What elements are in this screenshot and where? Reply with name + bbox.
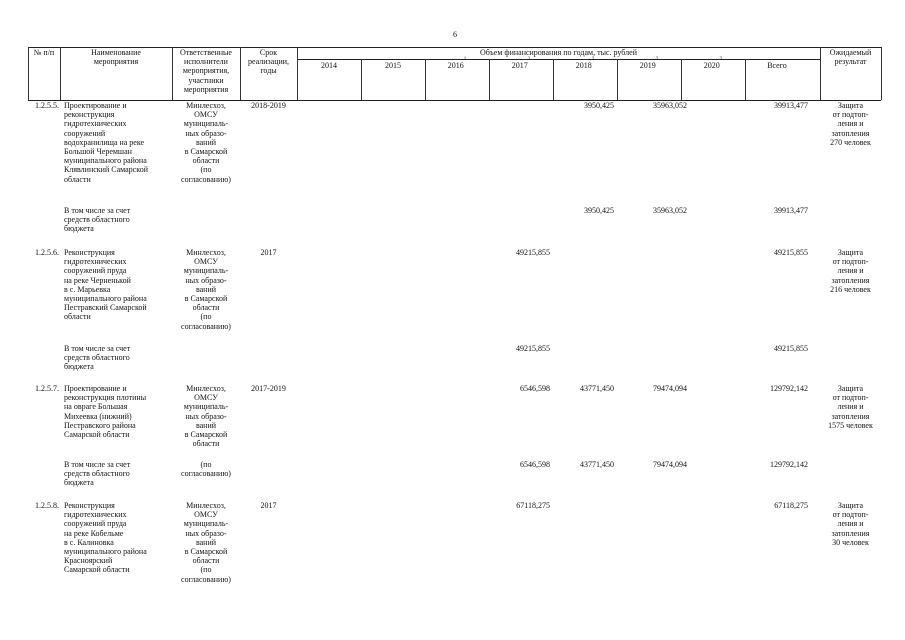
row-responsible: согласованию)	[181, 321, 231, 331]
row-number: 1.2.5.7.	[35, 384, 59, 393]
row-responsible: (по	[200, 565, 212, 575]
row-result: затопления	[831, 411, 870, 421]
row-responsible: (по	[200, 312, 212, 322]
row-responsible: Минлесхоз,	[186, 384, 226, 393]
row-name: на реке Кобельме	[64, 528, 124, 538]
header-result: результат	[834, 57, 867, 67]
page-number: 6	[453, 30, 457, 39]
row-name: сооружений пруда	[64, 266, 127, 276]
row-result: затопления	[831, 528, 870, 538]
row-term: 2017-2019	[251, 384, 286, 393]
header-column-divider	[881, 47, 882, 100]
row-responsible: ных образо-	[185, 411, 227, 421]
row-responsible: ных образо-	[185, 275, 227, 285]
row-result: ления и	[837, 402, 864, 412]
row-value-total: 67118,275	[774, 501, 808, 510]
row-responsible: области	[192, 156, 220, 166]
row-term: 2018-2019	[251, 101, 286, 110]
subrow-value-2018: 43771,450	[580, 460, 614, 469]
row-term: 2017	[260, 248, 277, 257]
row-result: ления и	[837, 266, 864, 276]
row-value-total: 129792,142	[770, 384, 808, 393]
row-value-2019: 79474,094	[653, 384, 687, 393]
row-value-2019: 35963,052	[653, 101, 687, 110]
subrow-label: бюджета	[64, 224, 94, 234]
row-name: Пестравский Самарской	[64, 303, 147, 313]
row-number: 1.2.5.5.	[35, 101, 59, 110]
header-year: 2018$^2$	[575, 57, 595, 70]
row-value-2017: 6546,598	[520, 384, 550, 393]
subrow-label: В том числе за счет	[64, 344, 131, 353]
header-year: 2019$^2$	[639, 57, 659, 70]
subrow-label: бюджета	[64, 478, 94, 488]
row-responsible: Минлесхоз,	[186, 501, 226, 510]
row-result: 30 человек	[832, 537, 869, 547]
subrow-label: В том числе за счет	[64, 206, 131, 215]
row-name: Красноярский	[64, 556, 113, 566]
header-responsible: мероприятия,	[182, 66, 230, 76]
subrow-value-2017: 6546,598	[520, 460, 550, 469]
header-funding-title: Объем финансирования по годам, тыс. рублей	[480, 48, 637, 57]
row-responsible: в Самарской	[184, 547, 228, 556]
row-name: Михеевка (нижний)	[64, 411, 132, 421]
subrow-value-2019: 35963,052	[653, 206, 687, 215]
row-responsible: ваний	[195, 420, 217, 430]
header-term: годы	[260, 66, 277, 76]
row-value-2018: 43771,450	[580, 384, 614, 393]
row-name: Большой Черемшан	[64, 147, 132, 156]
row-result: 216 человек	[830, 284, 871, 294]
row-responsible: ОМСУ	[194, 510, 218, 520]
row-result: затопления	[831, 275, 870, 285]
header-term: Срок	[259, 48, 278, 57]
row-name: муниципального района	[64, 294, 147, 303]
row-name: на овраге Большая	[64, 402, 128, 412]
subrow-value-total: 49215,855	[774, 344, 808, 353]
row-responsible: Минлесхоз,	[186, 101, 226, 110]
footnote-mark: 1	[463, 57, 467, 62]
row-responsible: области	[192, 439, 220, 449]
row-responsible: области	[192, 556, 220, 566]
row-number: 1.2.5.8.	[35, 501, 59, 510]
row-result: 270 человек	[830, 137, 871, 147]
subrow-label: средств областного	[64, 353, 130, 363]
subrow-value-2018: 3950,425	[584, 206, 614, 215]
footnote-mark: 2	[719, 57, 723, 62]
row-responsible: ОМСУ	[194, 110, 218, 120]
row-name: реконструкция плотины	[64, 393, 147, 403]
row-value-2017: 49215,855	[516, 248, 550, 257]
row-name: муниципального района	[64, 156, 147, 166]
row-result: ления и	[837, 119, 864, 129]
row-responsible: ных образо-	[185, 528, 227, 538]
header-responsible: исполнители	[184, 57, 228, 67]
row-name: Пестравского района	[64, 420, 136, 430]
header-number: № п/п	[33, 48, 55, 57]
subrow-label: средств областного	[64, 469, 130, 479]
subrow-value-total: 129792,142	[770, 460, 808, 469]
header-year: 2014	[321, 61, 337, 70]
row-name: гидротехнических	[64, 119, 127, 129]
row-name: Проектирование и	[64, 101, 127, 110]
row-name: Реконструкция	[64, 501, 115, 510]
subrow-label: средств областного	[64, 215, 130, 225]
row-responsible: ваний	[195, 537, 217, 547]
footnote-mark: 2	[655, 57, 659, 62]
row-number: 1.2.5.6.	[35, 248, 59, 257]
row-result: Защита	[837, 501, 864, 510]
header-responsible: мероприятия	[183, 84, 229, 94]
row-name: реконструкция	[64, 110, 115, 120]
row-responsible: ваний	[195, 284, 217, 294]
row-name: гидротехнических	[64, 257, 127, 267]
row-result: от подтоп-	[832, 110, 869, 120]
row-name: Клявлинский Самарской	[64, 165, 148, 175]
row-responsible: муниципаль-	[183, 402, 229, 412]
funding-subheader-border	[297, 59, 820, 60]
row-result: Защита	[837, 248, 864, 257]
header-responsible: Ответственные	[180, 48, 232, 57]
subrow-responsible: (по	[200, 460, 212, 469]
row-result: от подтоп-	[832, 393, 869, 403]
header-responsible: участники	[188, 75, 224, 85]
row-result: Защита	[837, 101, 864, 110]
row-responsible: Минлесхоз,	[186, 248, 226, 257]
header-year: 2020$^2$	[703, 57, 723, 70]
row-result: затопления	[831, 128, 870, 138]
row-result: от подтоп-	[832, 257, 869, 267]
header-name: мероприятия	[93, 57, 139, 67]
row-responsible: муниципаль-	[183, 266, 229, 276]
header-result: Ожидаемый	[829, 48, 872, 57]
row-name: на реке Черненькой	[64, 275, 131, 285]
row-term: 2017	[260, 501, 277, 510]
row-name: гидротехнических	[64, 510, 127, 520]
row-name: сооружений	[64, 128, 106, 138]
row-responsible: согласованию)	[181, 574, 231, 584]
row-value-total: 49215,855	[774, 248, 808, 257]
row-responsible: ОМСУ	[194, 393, 218, 403]
row-result: от подтоп-	[832, 510, 869, 520]
row-name: водохранилища на реке	[64, 137, 145, 147]
row-responsible: области	[192, 303, 220, 313]
header-year: 2017$^2$	[511, 57, 531, 70]
row-responsible: муниципаль-	[183, 519, 229, 529]
header-year: 2016$^1$	[447, 57, 467, 70]
row-responsible: в Самарской	[184, 294, 228, 303]
subrow-value-2017: 49215,855	[516, 344, 550, 353]
row-responsible: ОМСУ	[194, 257, 218, 267]
row-responsible: в Самарской	[184, 147, 228, 156]
row-responsible: в Самарской	[184, 430, 228, 439]
subrow-label: В том числе за счет	[64, 460, 131, 469]
row-name: области	[64, 312, 91, 322]
row-responsible: согласованию)	[181, 174, 231, 184]
row-name: в с. Марьевка	[64, 284, 111, 294]
row-responsible: (по	[200, 165, 212, 175]
subrow-responsible: согласованию)	[181, 469, 231, 479]
header-term: реализации,	[247, 57, 290, 67]
row-responsible: ваний	[195, 137, 217, 147]
row-responsible: муниципаль-	[183, 119, 229, 129]
row-result: ления и	[837, 519, 864, 529]
row-name: Самарской области	[64, 565, 130, 575]
subrow-label: бюджета	[64, 362, 94, 372]
row-value-2017: 67118,275	[516, 501, 550, 510]
row-name: сооружений пруда	[64, 519, 127, 529]
row-result: 1575 человек	[828, 420, 873, 430]
row-name: Реконструкция	[64, 248, 115, 257]
header-year: 2015	[385, 61, 401, 70]
row-result: Защита	[837, 384, 864, 393]
subrow-value-2019: 79474,094	[653, 460, 687, 469]
subrow-value-total: 39913,477	[774, 206, 808, 215]
footnote-mark: 2	[591, 57, 595, 62]
row-value-2018: 3950,425	[584, 101, 614, 110]
row-name: в с. Калиновка	[64, 537, 114, 547]
row-name: области	[64, 174, 91, 184]
row-name: Самарской области	[64, 430, 130, 439]
row-responsible: ных образо-	[185, 128, 227, 138]
row-value-total: 39913,477	[774, 101, 808, 110]
header-year: Всего	[767, 61, 787, 70]
footnote-mark: 2	[527, 57, 531, 62]
row-name: Проектирование и	[64, 384, 127, 393]
header-name: Наименование	[91, 48, 141, 57]
row-name: муниципального района	[64, 547, 147, 556]
